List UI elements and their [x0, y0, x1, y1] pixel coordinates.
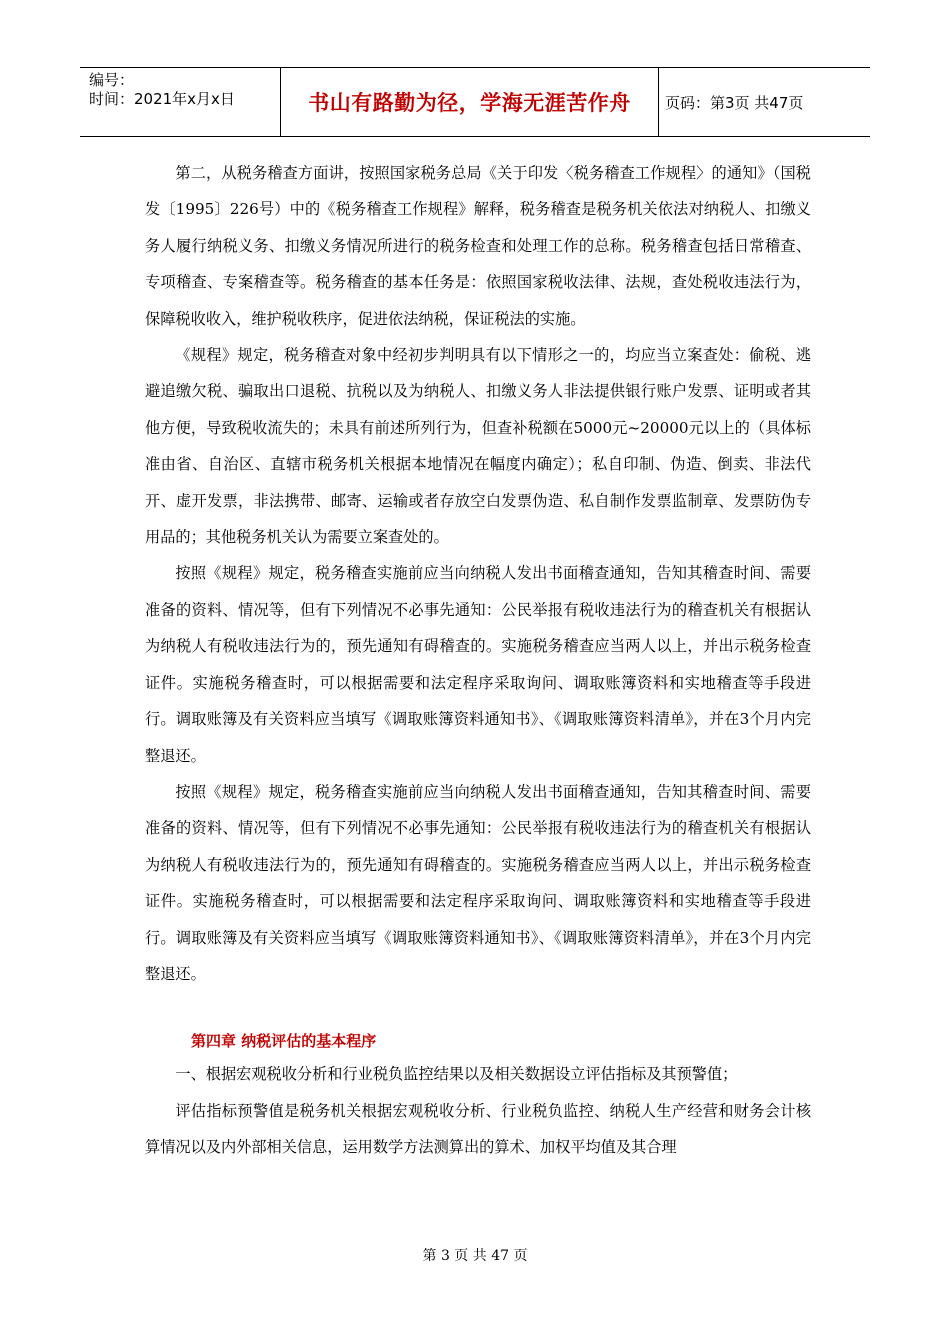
- document-body: [145, 155, 811, 1166]
- paragraph: 一、根据宏观税收分析和行业税负监控结果以及相关数据设立评估指标及其预警值；: [175, 1065, 738, 1084]
- paragraph: 按照《规程》规定，税务稽查实施前应当向纳税人发出书面稽查通知，告知其稽查时间、需要准备的资料、情况等，但有下列情况不必事先通知：公民举报有税收违法行为的稽查机关有根据认为纳税人有税收违法行为的，预先通知有碍稽查的。实施税务稽查应当两人以上，并出示税务检查证件。实施税务稽查时，可以根据需要和法定程序采取询问、调取账簿资料和实地稽查等手段进行。调取账簿及有关资料应当填写《调取账簿资料通知书》、《调取账簿资料清单》，并在3个月内完整退还。: [145, 564, 811, 765]
- header-motto: 书山有路勤为径，学海无涯苦作舟: [281, 68, 659, 136]
- chapter-heading: 第四章 纳税评估的基本程序: [191, 1032, 377, 1051]
- page-header: [80, 67, 870, 137]
- doc-number-label: 编号：: [89, 71, 135, 89]
- doc-time-label: 时间：2021年x月x日: [89, 90, 235, 108]
- header-page-info: 页码：第3页 共47页: [665, 93, 804, 112]
- paragraph: 评估指标预警值是税务机关根据宏观税收分析、行业税负监控、纳税人生产经营和财务会计核算情况以及内外部相关信息，运用数学方法测算出的算术、加权平均值及其合理: [145, 1101, 811, 1157]
- header-meta: [80, 68, 281, 136]
- paragraph: 按照《规程》规定，税务稽查实施前应当向纳税人发出书面稽查通知，告知其稽查时间、需要准备的资料、情况等，但有下列情况不必事先通知：公民举报有税收违法行为的稽查机关有根据认为纳税人有税收违法行为的，预先通知有碍稽查的。实施税务稽查应当两人以上，并出示税务检查证件。实施税务稽查时，可以根据需要和法定程序采取询问、调取账簿资料和实地稽查等手段进行。调取账簿及有关资料应当填写《调取账簿资料通知书》、《调取账簿资料清单》，并在3个月内完整退还。: [145, 782, 811, 983]
- page-footer: 第 3 页 共 47 页: [422, 1248, 528, 1264]
- paragraph: 《规程》规定，税务稽查对象中经初步判明具有以下情形之一的，均应当立案查处：偷税、逃避追缴欠税、骗取出口退税、抗税以及为纳税人、扣缴义务人非法提供银行账户发票、证明或者其他方便，导致税收流失的；未具有前述所列行为，但查补税额在5000元~20000元以上的（具体标准由省、自治区、直辖市税务机关根据本地情况在幅度内确定）；私自印制、伪造、倒卖、非法代开、虚开发票，非法携带、邮寄、运输或者存放空白发票伪造、私自制作发票监制章、发票防伪专用品的；其他税务机关认为需要立案查处的。: [145, 346, 811, 547]
- paragraph: 第二，从税务稽查方面讲，按照国家税务总局《关于印发〈税务稽查工作规程〉的通知》（国税发〔1995〕226号）中的《税务稽查工作规程》解释，税务稽查是税务机关依法对纳税人、扣缴义务人履行纳税义务、扣缴义务情况所进行的税务检查和处理工作的总称。税务稽查包括日常稽查、专项稽查、专案稽查等。税务稽查的基本任务是：依照国家税收法律、法规，查处税收违法行为，保障税收收入，维护税收秩序，促进依法纳税，保证税法的实施。: [145, 164, 811, 328]
